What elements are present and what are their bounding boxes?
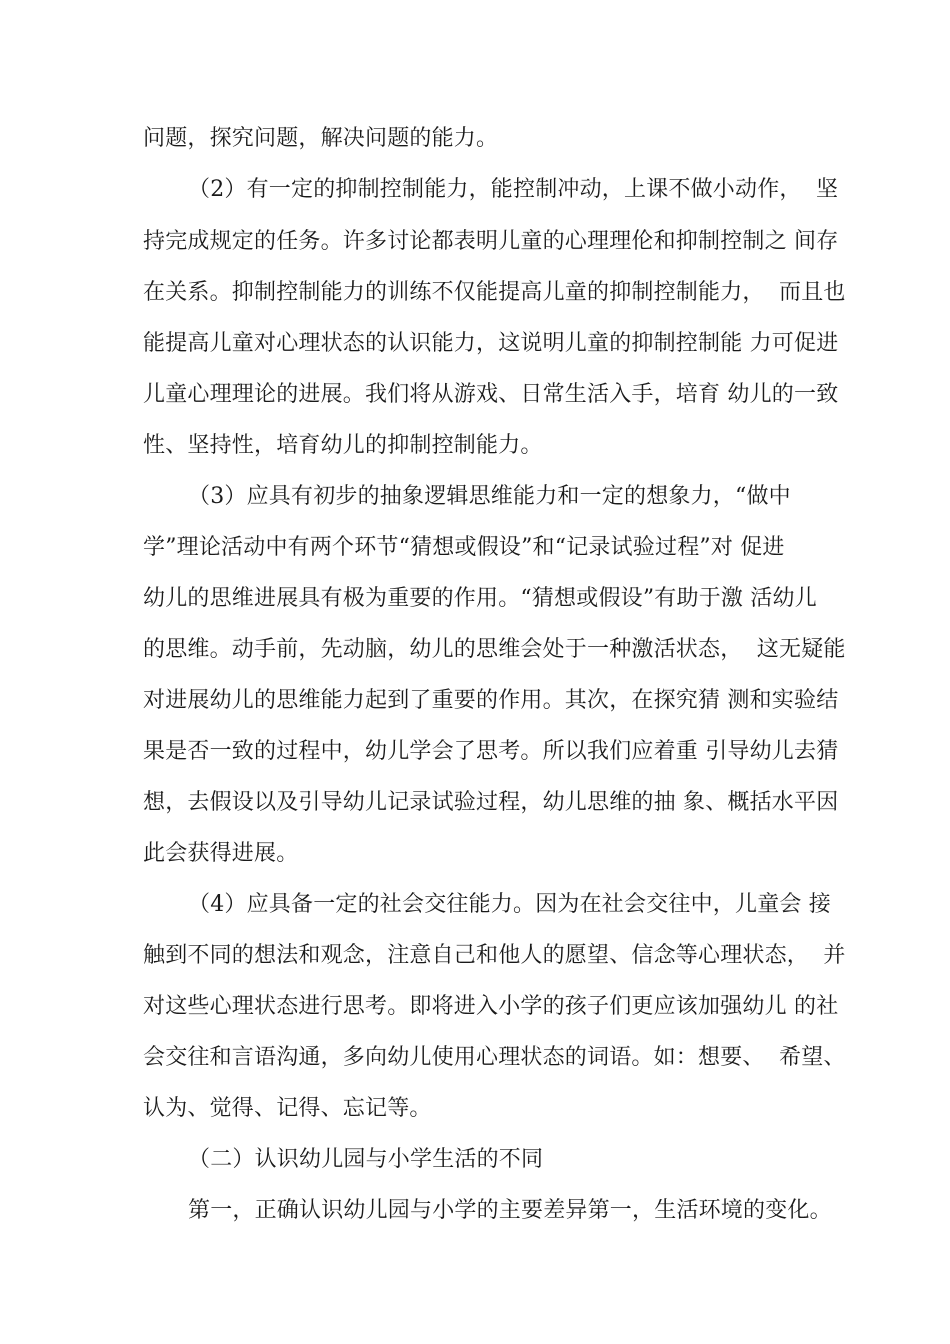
paragraph-3-line-8: 此会获得进展。 (143, 841, 299, 866)
paragraph-4-line-2: 触到不同的想法和观念，注意自己和他人的愿望、信念等心理状态， 并 (143, 943, 846, 968)
paragraph-2-line-3: 在关系。抑制控制能力的训练不仅能提高儿童的抑制控制能力， 而且也 (143, 280, 846, 305)
paragraph-5-line-1: 第一，正确认识幼儿园与小学的主要差异第一，生活环境的变化。 (188, 1198, 832, 1223)
paragraph-2-line-4: 能提高儿童对心理状态的认识能力，这说明儿童的抑制控制能 力可促进 (143, 331, 839, 356)
paragraph-2-line-6: 性、坚持性，培育幼儿的抑制控制能力。 (143, 433, 543, 458)
paragraph-4-line-3: 对这些心理状态进行思考。即将进入小学的孩子们更应该加强幼儿 的社 (143, 994, 839, 1019)
paragraph-4-line-4: 会交往和言语沟通，多向幼儿使用心理状态的词语。如：想要、 希望、 (143, 1045, 846, 1070)
paragraph-3-line-3: 幼儿的思维进展具有极为重要的作用。“猜想或假设”有助于激 活幼儿 (143, 586, 817, 611)
paragraph-2-line-2: 持完成规定的任务。许多讨论都表明儿童的心理理伦和抑制控制之 间存 (143, 229, 839, 254)
text-line-1: 问题，探究问题，解决问题的能力。 (143, 126, 499, 151)
paragraph-3-line-7: 想，去假设以及引导幼儿记录试验过程，幼儿思维的抽 象、概括水平因 (143, 790, 839, 815)
section-heading: （二）认识幼儿园与小学生活的不同 (188, 1147, 544, 1172)
paragraph-2-line-5: 儿童心理理论的进展。我们将从游戏、日常生活入手，培育 幼儿的一致 (143, 382, 839, 407)
paragraph-3-line-1: （3）应具有初步的抽象逻辑思维能力和一定的想象力，“做中 (188, 484, 791, 509)
paragraph-4-line-1: （4）应具备一定的社会交往能力。因为在社会交往中，儿童会 接 (188, 892, 831, 917)
paragraph-3-line-6: 果是否一致的过程中，幼儿学会了思考。所以我们应着重 引导幼儿去猜 (143, 739, 839, 764)
paragraph-3-line-4: 的思维。动手前，先动脑，幼儿的思维会处于一种激活状态， 这无疑能 (143, 637, 846, 662)
paragraph-3-line-5: 对进展幼儿的思维能力起到了重要的作用。其次，在探究猜 测和实验结 (143, 688, 839, 713)
paragraph-3-line-2: 学”理论活动中有两个环节“猜想或假设”和“记录试验过程”对 促进 (143, 535, 785, 560)
paragraph-2-line-1: （2）有一定的抑制控制能力，能控制冲动，上课不做小动作， 坚 (188, 177, 839, 202)
paragraph-4-line-5: 认为、觉得、记得、忘记等。 (143, 1096, 432, 1121)
